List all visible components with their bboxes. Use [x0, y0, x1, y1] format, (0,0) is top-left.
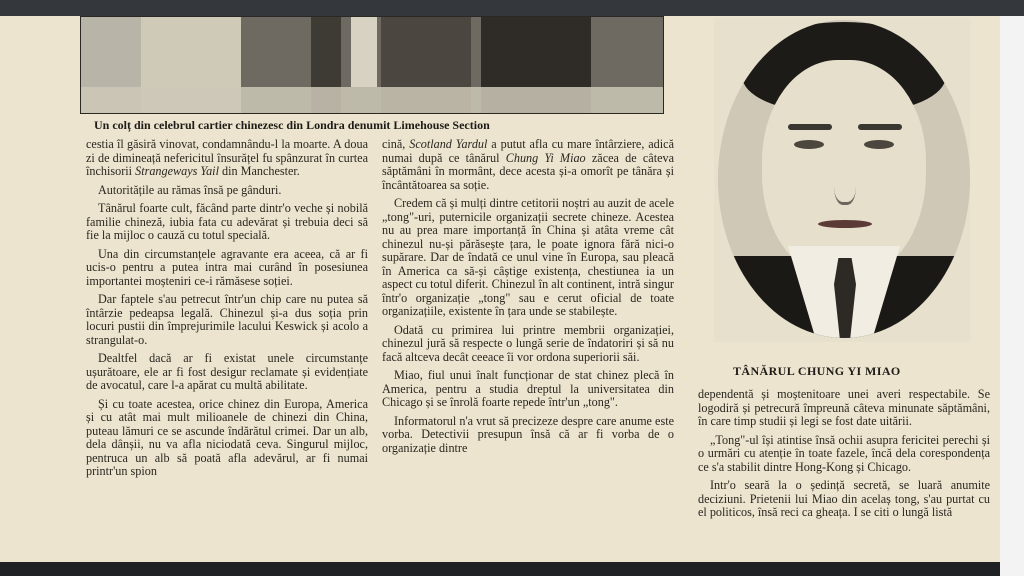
newspaper-page	[0, 16, 1000, 562]
paragraph: Intr'o seară la o ședință secretă, se luară anumite deciziuni. Prietenii lui Miao din acelaș tong, s'au purtat cu el politicos, însă reci ca gheața. I se citi o lungă listă	[698, 478, 990, 519]
viewer-side-bar	[1000, 16, 1024, 576]
paragraph: Una din circumstanțele agravante era aceea, că ar fi ucis-o pentru a putea intra mai curând în posesiunea importantei moșteniri ce-i rămăsese soției.	[86, 246, 368, 288]
paragraph: cestia îl găsiră vinovat, condamnându-l la moarte. A doua zi de dimineață nefericitul însurățel fu spânzurat în curtea închisorii Strangeways Yail din Manchester.	[86, 137, 368, 178]
italic-name: Chung Yi Miao	[505, 150, 586, 165]
street-photo	[80, 16, 664, 114]
photo-caption: Un colț din celebrul cartier chinezesc din Londra denumit Limehouse Section	[94, 118, 490, 132]
article-column-3	[698, 388, 990, 525]
portrait-caption: TÂNĂRUL CHUNG YI MIAO	[733, 364, 901, 378]
paragraph: Informatorul n'a vrut să precizeze despre care anume este vorba. Detectivii presupun însă că ar fi vorba de o organizație dintre	[382, 413, 674, 455]
article-column-1	[86, 138, 368, 484]
paragraph: Și cu toate acestea, orice chinez din Europa, America și cu atât mai mult milioanele de chinezi din China, puteau lămuri ce se ascunde îndărătul crimei. Dar un alb, dela dânșii, nu va afla niciodată ceva. Singurul mijloc, pentruca un alb să poată afla adevărul, ar fi numai printr'un spion	[86, 396, 368, 478]
paragraph: Dar faptele s'au petrecut într'un chip care nu putea să întârzie pedeapsa legală. Chinezul și-a dus soția prin locuri pustii din împrejurimile lacului Keswick și acolo a strangulat-o.	[86, 292, 368, 347]
paragraph: cină, Scotland Yardul a putut afla cu mare întârziere, adică numai după ce tânărul Chung Yi Miao zăcea de câteva săptămâni în mormânt, dece acesta și-a omorît pe tânăra și încântătoarea sa soție.	[382, 137, 675, 192]
paragraph: Miao, fiul unui înalt funcționar de stat chinez plecă în America, pentru a studia dreptul la universitatea din Chicago și se înrolă foarte repede într'un „tong".	[382, 368, 674, 409]
viewer-bottom-bar	[0, 562, 1000, 576]
paragraph: Tânărul foarte cult, făcând parte dintr'o veche și nobilă familie chineză, iubia fata cu adevărat și trebuia deci să fie la mijloc o cauză cu totul specială.	[86, 201, 368, 242]
portrait-photo	[718, 20, 970, 338]
article-column-2	[382, 138, 674, 460]
paragraph: dependentă și moștenitoare unei averi respectabile. Se logodiră și petrecură împreună câteva minunate săptămâni, în care timp studii și legi se fost date uitării.	[698, 387, 990, 428]
paragraph: Credem că și mulți dintre cetitorii noștri au auzit de acele „tong"-uri, puternicile organizații secrete chineze. Acestea nu au prea mare importanță în China și atâta vreme cât chinezul nu-și părăsește țara, le poate ignora fără nici-o supărare. Dar de îndată ce unul vine în Europa, sau pleacă în America ca să-și câștige existența, chestiunea ia un aspect cu totul diferit. Chinezul în alt continent, intră singur într'o organizație „tong" sau e cerut oficial de toate organizațiile, existente în țara unde se stabilește.	[382, 196, 674, 318]
italic-name: Strangeways Yail	[135, 164, 219, 178]
paragraph: Autoritățile au rămas însă pe gânduri.	[98, 182, 282, 197]
viewer-top-bar	[0, 0, 1024, 16]
paragraph: „Tong"-ul își atintise însă ochii asupra fericitei perechi și o urmări cu atenție în toate fazele, încă dela corespondența ce s'a stabilit dintre Hong-Kong și Chicago.	[698, 432, 990, 474]
italic-name: Scotland Yardul	[409, 137, 488, 151]
paragraph: Odată cu primirea lui printre membrii organizației, chinezul jură să respecte o lungă serie de îndatoriri și să nu facă altceva decât ceeace îi vor ordona superiorii săi.	[382, 322, 674, 364]
paragraph: Dealtfel dacă ar fi existat unele circumstanțe ușurătoare, ele ar fi fost desigur reclamate și evidențiate de avocatul, care l-a apărat cu multă abilitate.	[86, 351, 368, 392]
